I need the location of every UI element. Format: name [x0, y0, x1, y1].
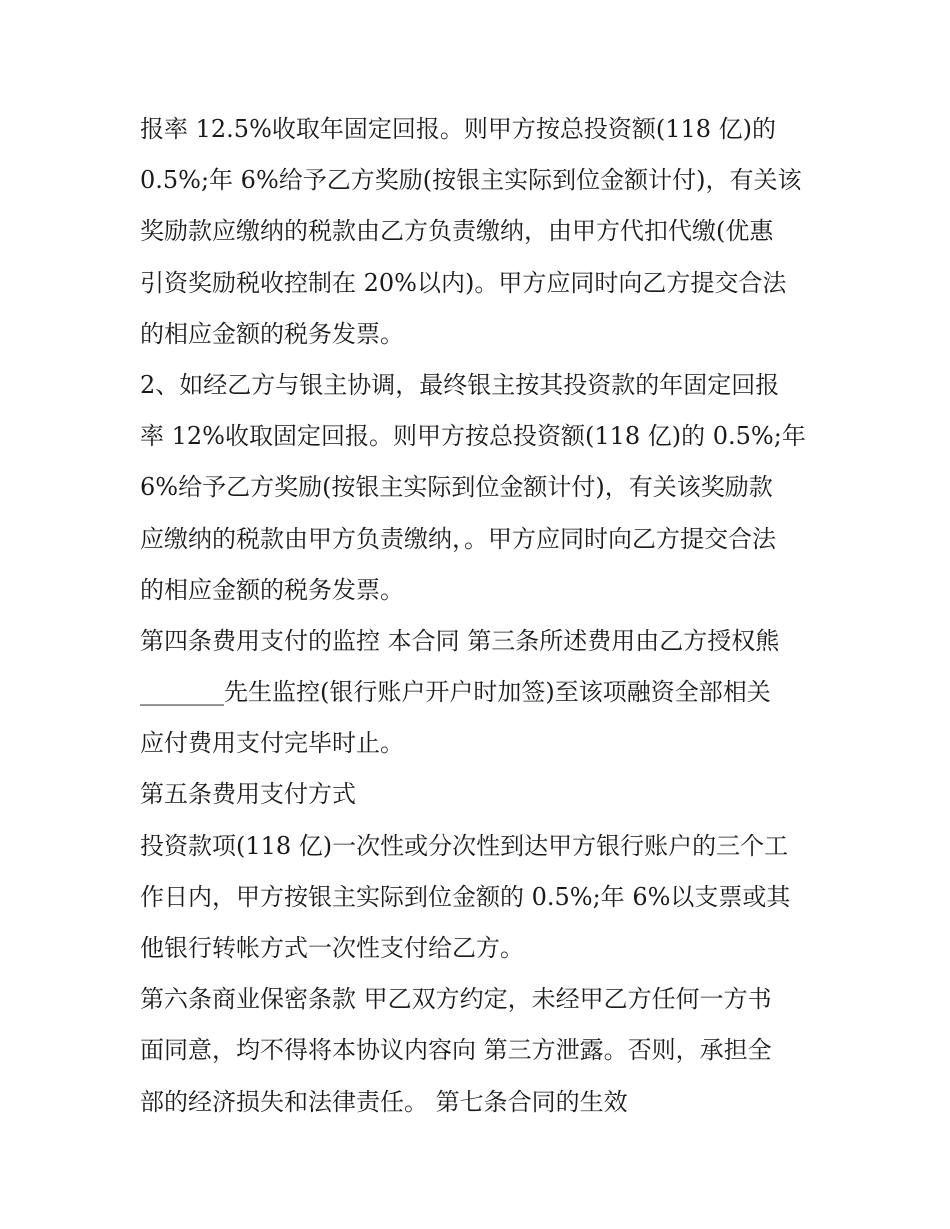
text-line-19: 面同意，均不得将本协议内容向 第三方泄露。否则，承担全: [140, 1036, 772, 1065]
text-line-16: 作日内，甲方按银主实际到位金额的 0.5%;年 6%以支票或其: [140, 882, 791, 911]
text-line-1: 报率 12.5%收取年固定回报。则甲方按总投资额(118 亿)的: [140, 115, 777, 143]
article-6-heading-line: 第六条商业保密条款 甲乙双方约定，未经甲乙方任何一方书: [140, 985, 772, 1014]
article-4-heading-line: 第四条费用支付的监控 本合同 第三条所述费用由乙方授权熊: [140, 626, 780, 655]
text-line-6: 2、如经乙方与银主协调，最终银主按其投资款的年固定回报: [140, 370, 780, 399]
article-5-heading: 第五条费用支付方式: [140, 780, 356, 809]
text-line-2: 0.5%;年 6%给予乙方奖励(按银主实际到位金额计付)，有关该: [140, 166, 802, 195]
text-line-3: 奖励款应缴纳的税款由乙方负责缴纳，由甲方代扣代缴(优惠: [140, 217, 774, 246]
text-line-4: 引资奖励税收控制在 20%以内)。甲方应同时向乙方提交合法: [140, 268, 787, 297]
text-line-7: 率 12%收取固定回报。则甲方按总投资额(118 亿)的 0.5%;年: [140, 422, 806, 451]
text-line-17: 他银行转帐方式一次性支付给乙方。: [140, 934, 524, 962]
contract-text: [140, 104, 830, 1128]
text-line-9: 应缴纳的税款由甲方负责缴纳，。甲方应同时向乙方提交合法: [140, 524, 776, 553]
text-line-15: 投资款项(118 亿)一次性或分次性到达甲方银行账户的三个工: [140, 831, 789, 860]
text-line-12: _______先生监控(银行账户开户时加签)至该项融资全部相关: [140, 678, 771, 707]
text-line-8: 6%给予乙方奖励(按银主实际到位金额计付)，有关该奖励款: [140, 473, 773, 502]
text-line-20: 部的经济损失和法律责任。 第七条合同的生效: [140, 1087, 628, 1116]
text-line-13: 应付费用支付完毕时止。: [140, 729, 404, 758]
text-line-5: 的相应金额的税务发票。: [140, 319, 404, 348]
text-line-10: 的相应金额的税务发票。: [140, 575, 404, 604]
